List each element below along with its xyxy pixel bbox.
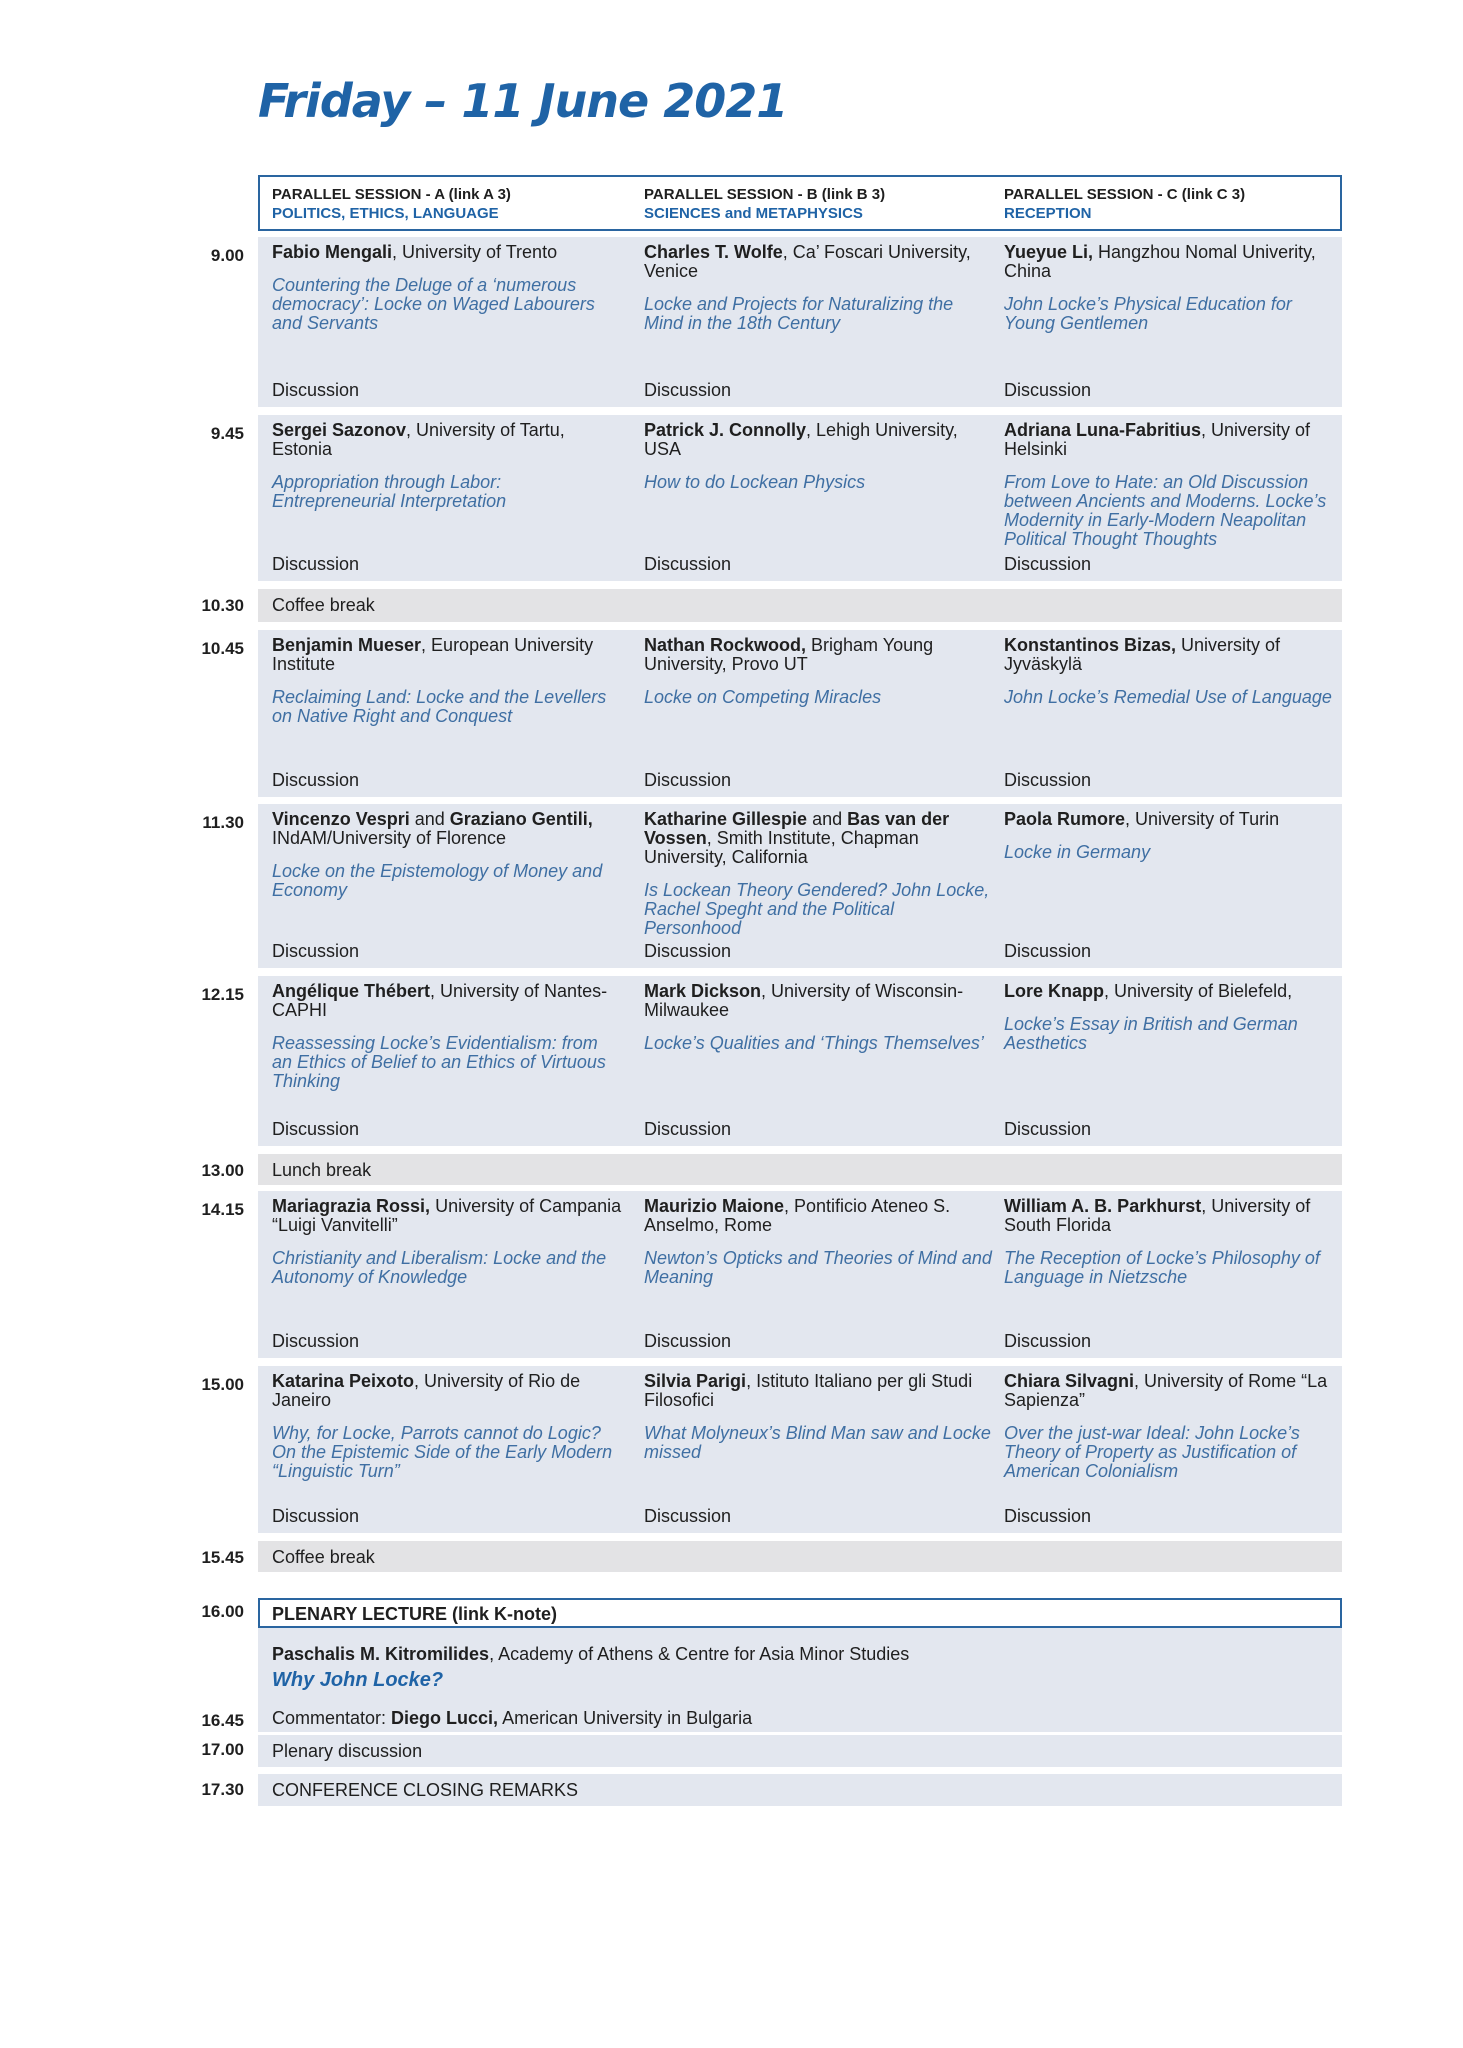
session-cell: [644, 810, 994, 938]
row-label: CONFERENCE CLOSING REMARKS: [272, 1780, 579, 1800]
header-session-a: [272, 185, 511, 223]
speaker-affiliation: , Pontificio Ateneo S. Anselmo, Rome: [644, 1196, 951, 1235]
time-label: 14.15: [201, 1200, 244, 1219]
talk-title: Reassessing Locke’s Evidentialism: from an Ethics of Belief to an Ethics of Virtuous Thinking: [272, 1033, 606, 1091]
speaker-name: Adriana Luna-Fabritius: [1004, 420, 1202, 440]
page-title: Friday – 11 June 2021: [258, 74, 788, 128]
discussion-label: Discussion: [644, 1331, 732, 1351]
time-label: 10.45: [201, 639, 244, 658]
discussion-label: Discussion: [1004, 1506, 1092, 1526]
header-theme: POLITICS, ETHICS, LANGUAGE: [272, 205, 499, 222]
speaker-line: [644, 421, 994, 459]
session-row: [258, 976, 1342, 1146]
break-row: [258, 589, 1342, 622]
talk-title: From Love to Hate: an Old Discussion between Ancients and Moderns. Locke’s Modernity in Early-Modern Neapolitan Political Thought Thoughts: [1004, 472, 1327, 549]
speaker-name: Sergei Sazonov: [272, 420, 407, 440]
speaker-name: Fabio Mengali: [272, 242, 393, 262]
session-cell: [644, 1197, 994, 1287]
speaker-affiliation: , University of Bielefeld,: [1104, 981, 1293, 1001]
speaker-name: Lore Knapp: [1004, 981, 1105, 1001]
discussion-label: Discussion: [272, 1331, 360, 1351]
plenary-header-label: PLENARY LECTURE (link K-note): [272, 1604, 558, 1624]
talk-title: Over the just-war Ideal: John Locke’s Theory of Property as Justification of American Colonialism: [1004, 1423, 1300, 1481]
discussion-label: Discussion: [1004, 1331, 1092, 1351]
speaker-affiliation: , University of Helsinki: [1004, 420, 1311, 459]
time-label: 16.00: [201, 1602, 244, 1621]
talk-title: Appropriation through Labor: Entrepreneurial Interpretation: [272, 472, 507, 511]
speaker-line: [272, 421, 622, 459]
talk-title: What Molyneux’s Blind Man saw and Locke missed: [644, 1423, 991, 1462]
speaker-conjunction: and: [807, 809, 848, 829]
speaker-affiliation: , European University Institute: [272, 635, 594, 674]
talk-title: Newton’s Opticks and Theories of Mind and Meaning: [644, 1248, 992, 1287]
commentator-name: Diego Lucci,: [391, 1708, 499, 1728]
break-row: [258, 1541, 1342, 1572]
talk-title: Christianity and Liberalism: Locke and the Autonomy of Knowledge: [272, 1248, 607, 1287]
session-cell: [1004, 636, 1336, 707]
sessions-header: [258, 175, 1342, 231]
session-cell: [644, 636, 994, 707]
talk-title: John Locke’s Remedial Use of Language: [1004, 687, 1332, 707]
discussion-label: Discussion: [644, 770, 732, 790]
plenary-header: [258, 1598, 1342, 1628]
time-label: 9.45: [210, 424, 244, 443]
talk-title: Locke in Germany: [1004, 842, 1151, 862]
discussion-label: Discussion: [644, 554, 732, 574]
time-label: 11.30: [202, 813, 244, 832]
time-label: 16.45: [201, 1711, 244, 1730]
time-label: 15.45: [201, 1548, 244, 1567]
time-label: 17.00: [201, 1740, 244, 1759]
discussion-label: Discussion: [272, 770, 360, 790]
speaker-name: Konstantinos Bizas,: [1004, 635, 1177, 655]
session-cell: [272, 810, 622, 900]
discussion-label: Discussion: [272, 380, 360, 400]
speaker-line: [1004, 243, 1336, 281]
session-cell: [272, 982, 622, 1091]
session-cell: [644, 982, 994, 1053]
speaker-line: [644, 1197, 994, 1235]
plenary-block: [258, 1628, 1342, 1732]
speaker-conjunction: and: [409, 809, 450, 829]
speaker-affiliation: University of Campania “Luigi Vanvitelli”: [272, 1196, 622, 1235]
speaker-line: [272, 982, 622, 1020]
speaker-line: [1004, 636, 1336, 674]
time-label: 17.30: [201, 1780, 244, 1799]
speaker-line: [272, 810, 622, 848]
speaker-affiliation: , University of Tartu, Estonia: [272, 420, 565, 459]
commentator: [272, 1708, 752, 1729]
break-label: Coffee break: [272, 1547, 375, 1567]
speaker-affiliation: , Istituto Italiano per gli Studi Filosofici: [644, 1371, 973, 1410]
discussion-label: Discussion: [1004, 1119, 1092, 1139]
time-label: 12.15: [201, 985, 244, 1004]
speaker-affiliation: , Smith Institute, Chapman University, California: [644, 828, 919, 867]
speaker-affiliation: Brigham Young University, Provo UT: [644, 635, 934, 674]
discussion-label: Discussion: [644, 1119, 732, 1139]
plenary-speaker-block: [272, 1644, 909, 1692]
session-cell: [644, 421, 994, 492]
time-label: 10.30: [201, 596, 244, 615]
speaker-affiliation: , University of Trento: [392, 242, 558, 262]
speaker-line: [272, 636, 622, 674]
talk-title: Locke and Projects for Naturalizing the Mind in the 18th Century: [644, 294, 954, 333]
plenary-discussion-row: [258, 1735, 1342, 1767]
discussion-label: Discussion: [272, 1119, 360, 1139]
speaker-line: [1004, 810, 1336, 829]
plenary-speaker: Paschalis M. Kitromilides: [272, 1644, 490, 1664]
speaker-name: Mariagrazia Rossi,: [272, 1196, 431, 1216]
speaker-name: Mark Dickson: [644, 981, 762, 1001]
speaker-line: [644, 810, 994, 867]
session-cell: [1004, 421, 1336, 549]
speaker-name: Angélique Thébert: [272, 981, 431, 1001]
speaker-affiliation: University of Jyväskylä: [1004, 635, 1281, 674]
speaker-line: [272, 1372, 622, 1410]
session-cell: [644, 1372, 994, 1462]
discussion-label: Discussion: [644, 380, 732, 400]
plenary-affiliation: , Academy of Athens & Centre for Asia Minor Studies: [489, 1644, 910, 1664]
header-label: PARALLEL SESSION - A (link A 3): [272, 186, 511, 203]
break-label: Lunch break: [272, 1160, 372, 1180]
speaker-name: Silvia Parigi: [644, 1371, 747, 1391]
closing-remarks-row: [258, 1774, 1342, 1806]
speaker-name: Patrick J. Connolly: [644, 420, 807, 440]
time-label: 9.00: [210, 246, 244, 265]
session-row: [258, 630, 1342, 797]
speaker-line: [644, 982, 994, 1020]
speaker-name: Chiara Silvagni: [1004, 1371, 1135, 1391]
speaker-affiliation: , University of Nantes-CAPHI: [272, 981, 608, 1020]
speaker-name: Katarina Peixoto: [272, 1371, 415, 1391]
discussion-label: Discussion: [1004, 770, 1092, 790]
speaker-affiliation: , University of Wisconsin-Milwaukee: [644, 981, 964, 1020]
session-cell: [272, 1372, 622, 1481]
break-label: Coffee break: [272, 595, 375, 615]
speaker-name: Yueyue Li,: [1004, 242, 1094, 262]
talk-title: Locke’s Essay in British and German Aesthetics: [1004, 1014, 1298, 1053]
time-label: 13.00: [201, 1161, 244, 1180]
row-label: Plenary discussion: [272, 1741, 423, 1761]
header-session-c: [1004, 185, 1245, 223]
session-row: [258, 1366, 1342, 1533]
session-cell: [272, 243, 622, 333]
speaker-name: Charles T. Wolfe: [644, 242, 783, 262]
talk-title: Is Lockean Theory Gendered? John Locke, Rachel Speght and the Political Personhood: [644, 880, 990, 938]
session-row: [258, 804, 1342, 968]
session-row: [258, 1191, 1342, 1358]
discussion-label: Discussion: [1004, 941, 1092, 961]
header-theme: RECEPTION: [1004, 205, 1092, 222]
speaker-affiliation: , University of Rome “La Sapienza”: [1004, 1371, 1328, 1410]
speaker-line: [272, 243, 622, 262]
header-label: PARALLEL SESSION - C (link C 3): [1004, 186, 1246, 203]
speaker-name: Nathan Rockwood,: [644, 635, 807, 655]
speaker-name: Maurizio Maione: [644, 1196, 785, 1216]
break-row: [258, 1154, 1342, 1185]
discussion-label: Discussion: [272, 941, 360, 961]
commentator-label: Commentator:: [272, 1708, 392, 1728]
session-cell: [644, 243, 994, 333]
session-cell: [1004, 243, 1336, 333]
header-label: PARALLEL SESSION - B (link B 3): [644, 186, 886, 203]
discussion-label: Discussion: [644, 941, 732, 961]
speaker-affiliation: , Ca’ Foscari University, Venice: [644, 242, 971, 281]
speaker-line: [1004, 1197, 1336, 1235]
speaker-line: [644, 243, 994, 281]
talk-title: Why, for Locke, Parrots cannot do Logic? On the Epistemic Side of the Early Modern “Linguistic Turn”: [272, 1423, 613, 1481]
session-cell: [1004, 1197, 1336, 1287]
talk-title: Reclaiming Land: Locke and the Levellers on Native Right and Conquest: [272, 687, 607, 726]
speaker-line: [1004, 421, 1336, 459]
session-cell: [272, 636, 622, 726]
speaker-affiliation: Hangzhou Nomal Univerity, China: [1004, 242, 1316, 281]
session-cell: [1004, 982, 1336, 1053]
session-cell: [1004, 810, 1336, 862]
speaker-affiliation: , University of Turin: [1125, 809, 1280, 829]
speaker-name: Paola Rumore: [1004, 809, 1126, 829]
time-label: 15.00: [201, 1375, 244, 1394]
session-cell: [272, 1197, 622, 1287]
session-row: [258, 237, 1342, 407]
header-theme: SCIENCES and METAPHYSICS: [644, 205, 863, 222]
speaker-name: Bas van der Vossen: [644, 809, 950, 848]
session-cell: [1004, 1372, 1336, 1481]
speaker-line: [644, 636, 994, 674]
speaker-affiliation: , University of Rio de Janeiro: [272, 1371, 581, 1410]
talk-title: John Locke’s Physical Education for Young Gentlemen: [1004, 294, 1292, 333]
discussion-label: Discussion: [272, 554, 360, 574]
talk-title: Locke on Competing Miracles: [644, 687, 882, 707]
session-row: [258, 415, 1342, 581]
speaker-name: Vincenzo Vespri: [272, 809, 410, 829]
speaker-affiliation: , Lehigh University, USA: [644, 420, 958, 459]
discussion-label: Discussion: [644, 1506, 732, 1526]
header-session-b: [644, 185, 885, 223]
discussion-label: Discussion: [1004, 554, 1092, 574]
speaker-line: [1004, 982, 1336, 1001]
speaker-name: Benjamin Mueser: [272, 635, 422, 655]
talk-title: The Reception of Locke’s Philosophy of Language in Nietzsche: [1004, 1248, 1320, 1287]
plenary-title: Why John Locke?: [272, 1669, 444, 1691]
discussion-label: Discussion: [272, 1506, 360, 1526]
speaker-affiliation: , University of South Florida: [1004, 1196, 1311, 1235]
speaker-name: Graziano Gentili,: [449, 809, 593, 829]
discussion-label: Discussion: [1004, 380, 1092, 400]
speaker-line: [1004, 1372, 1336, 1410]
speaker-line: [644, 1372, 994, 1410]
talk-title: Countering the Deluge of a ‘numerous democracy’: Locke on Waged Labourers and Servants: [272, 275, 595, 333]
talk-title: Locke’s Qualities and ‘Things Themselves’: [644, 1033, 984, 1053]
talk-title: Locke on the Epistemology of Money and Economy: [272, 861, 603, 900]
talk-title: How to do Lockean Physics: [644, 472, 866, 492]
session-cell: [272, 421, 622, 511]
speaker-name: Katharine Gillespie: [644, 809, 808, 829]
commentator-affiliation: American University in Bulgaria: [498, 1708, 753, 1728]
speaker-name: William A. B. Parkhurst: [1004, 1196, 1202, 1216]
speaker-affiliation: INdAM/University of Florence: [272, 828, 507, 848]
speaker-line: [272, 1197, 622, 1235]
